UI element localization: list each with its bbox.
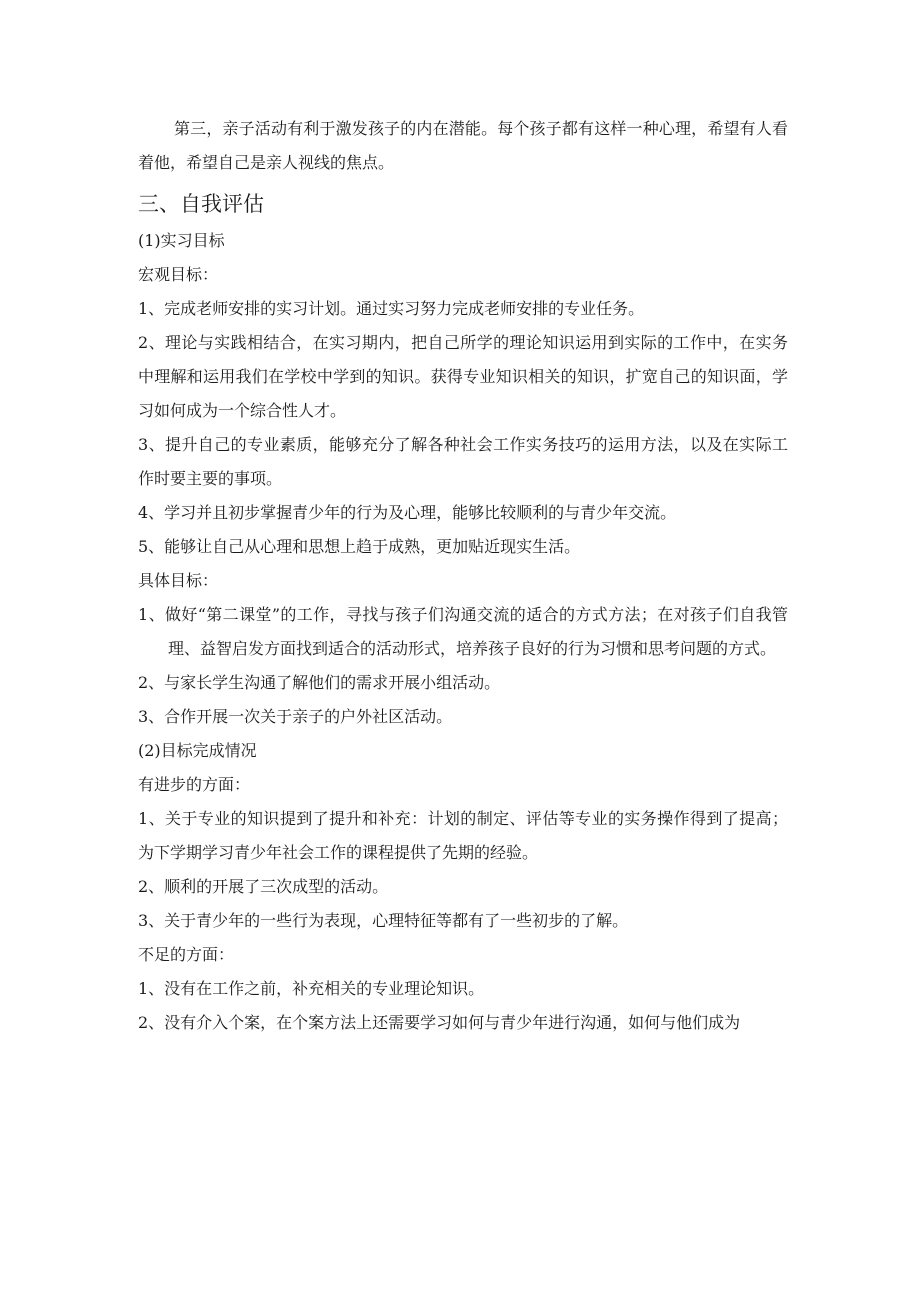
document-page (138, 112, 788, 1040)
specific-goal-item: 3、合作开展一次关于亲子的户外社区活动。 (138, 707, 453, 726)
specific-goal-item: 2、与家长学生沟通了解他们的需求开展小组活动。 (138, 673, 501, 692)
macro-goal-item: 1、完成老师安排的实习计划。通过实习努力完成老师安排的专业任务。 (138, 299, 645, 318)
specific-goal-item: 1、做好“第二课堂”的工作，寻找与孩子们沟通交流的适合的方式方法；在对孩子们自我管理、益智启发方面找到适合的活动形式，培养孩子良好的行为习惯和思考问题的方式。 (138, 605, 788, 658)
macro-goal-item: 3、提升自己的专业素质，能够充分了解各种社会工作实务技巧的运用方法，以及在实际工作时要主要的事项。 (138, 435, 788, 488)
shortcomings-title: 不足的方面： (138, 945, 235, 964)
progress-item: 2、顺利的开展了三次成型的活动。 (138, 877, 389, 896)
macro-goals-title: 宏观目标： (138, 265, 219, 284)
shortcoming-item: 2、没有介入个案，在个案方法上还需要学习如何与青少年进行沟通，如何与他们成为 (138, 1013, 741, 1032)
macro-goal-item: 4、学习并且初步掌握青少年的行为及心理，能够比较顺利的与青少年交流。 (138, 503, 677, 522)
intro-paragraph: 第三，亲子活动有利于激发孩子的内在潜能。每个孩子都有这样一种心理，希望有人看着他，希望自己是亲人视线的焦点。 (138, 119, 788, 172)
shortcoming-item: 1、没有在工作之前，补充相关的专业理论知识。 (138, 979, 485, 998)
progress-title: 有进步的方面： (138, 775, 251, 794)
section-heading-self-evaluation: 三、自我评估 (138, 192, 264, 216)
specific-goals-title: 具体目标： (138, 571, 219, 590)
macro-goal-item: 5、能够让自己从心理和思想上趋于成熟，更加贴近现实生活。 (138, 537, 581, 556)
macro-goal-item: 2、理论与实践相结合，在实习期内，把自己所学的理论知识运用到实际的工作中，在实务中理解和运用我们在学校中学到的知识。获得专业知识相关的知识，扩宽自己的知识面，学习如何成为一个综合性人才。 (138, 333, 788, 420)
progress-item: 3、关于青少年的一些行为表现，心理特征等都有了一些初步的了解。 (138, 911, 629, 930)
progress-item: 1、关于专业的知识提到了提升和补充：计划的制定、评估等专业的实务操作得到了提高；为下学期学习青少年社会工作的课程提供了先期的经验。 (138, 809, 788, 862)
subsection-title-goal-completion: (2)目标完成情况 (138, 741, 257, 760)
subsection-title-internship-goals: (1)实习目标 (138, 231, 225, 250)
